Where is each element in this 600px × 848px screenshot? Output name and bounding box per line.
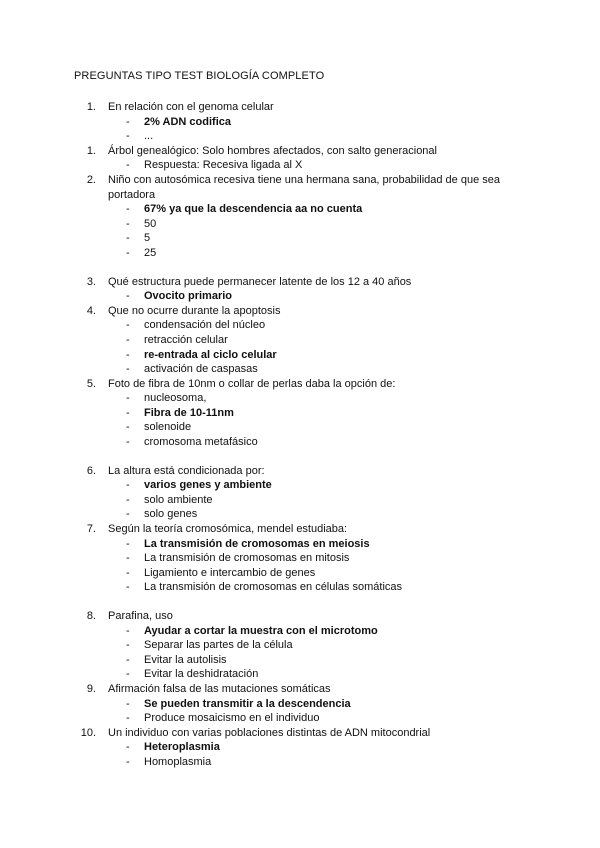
question-item bbox=[0, 682, 600, 726]
question-number: 3. bbox=[86, 275, 96, 288]
bullet-dash: - bbox=[126, 246, 130, 259]
bullet-dash: - bbox=[126, 668, 130, 681]
answer-option bbox=[0, 129, 600, 144]
question-text: Árbol genealógico: Solo hombres afectados, con salto generacional bbox=[108, 144, 437, 157]
question-text: Según la teoría cromosómica, mendel estudiaba: bbox=[108, 523, 348, 536]
bullet-dash: - bbox=[126, 115, 130, 128]
answer-option bbox=[0, 493, 600, 508]
question-item bbox=[0, 100, 600, 144]
answer-option bbox=[0, 246, 600, 261]
bullet-dash: - bbox=[126, 493, 130, 506]
answer-option bbox=[0, 435, 600, 450]
answer-option bbox=[0, 231, 600, 246]
question-row bbox=[0, 275, 600, 290]
bullet-dash: - bbox=[126, 508, 130, 521]
question-text: Parafina, uso bbox=[108, 610, 173, 622]
answer-option bbox=[0, 711, 600, 726]
answer-option-text: cromosoma metafásico bbox=[144, 436, 258, 449]
bullet-dash: - bbox=[126, 319, 130, 332]
question-item bbox=[0, 726, 600, 770]
answer-option-text: Evitar la autolisis bbox=[144, 653, 227, 666]
bullet-dash: - bbox=[126, 697, 130, 710]
answer-option bbox=[0, 638, 600, 653]
bullet-dash: - bbox=[126, 232, 130, 245]
question-row bbox=[0, 522, 600, 537]
answer-option-text: solo ambiente bbox=[144, 493, 213, 506]
answer-option bbox=[0, 333, 600, 348]
answer-option bbox=[0, 653, 600, 668]
question-number: 5. bbox=[86, 377, 96, 390]
bullet-dash: - bbox=[126, 436, 130, 449]
answer-options bbox=[0, 697, 600, 726]
bullet-dash: - bbox=[126, 479, 130, 492]
bullet-dash: - bbox=[126, 653, 130, 666]
answer-options bbox=[0, 158, 600, 173]
answer-option-text: Fibra de 10-11nm bbox=[144, 406, 234, 419]
answer-option-text: 5 bbox=[144, 232, 151, 245]
question-number: 6. bbox=[86, 464, 96, 477]
answer-option-text: ... bbox=[144, 130, 154, 143]
question-row bbox=[0, 682, 600, 697]
answer-option-text: Evitar la deshidratación bbox=[144, 668, 259, 681]
bullet-dash: - bbox=[126, 624, 130, 637]
question-number: 9. bbox=[86, 682, 96, 695]
answer-option-correct bbox=[0, 740, 600, 755]
answer-option-text: Ayudar a cortar la muestra con el microtomo bbox=[144, 624, 378, 637]
answer-option-correct bbox=[0, 348, 600, 363]
answer-option bbox=[0, 755, 600, 770]
answer-option bbox=[0, 318, 600, 333]
answer-option-text: varios genes y ambiente bbox=[144, 479, 272, 492]
question-text: Afirmación falsa de las mutaciones somáticas bbox=[108, 682, 331, 695]
question-row bbox=[0, 609, 600, 624]
bullet-dash: - bbox=[126, 741, 130, 754]
answer-option-text: La transmisión de cromosomas en mitosis bbox=[144, 552, 350, 565]
answer-option bbox=[0, 158, 600, 173]
bullet-dash: - bbox=[126, 290, 130, 303]
answer-option-text: La transmisión de cromosomas en células somáticas bbox=[144, 581, 403, 594]
question-row bbox=[0, 100, 600, 115]
answer-option-correct bbox=[0, 697, 600, 712]
question-text: Niño con autosómica recesiva tiene una hermana sana, probabilidad de que sea portadora bbox=[108, 173, 500, 201]
answer-option-text: Respuesta: Recesiva ligada al X bbox=[144, 159, 303, 172]
answer-option-text: Homoplasmia bbox=[144, 755, 212, 768]
answer-option-text: Ligamiento e intercambio de genes bbox=[144, 566, 316, 579]
answer-option bbox=[0, 217, 600, 232]
question-number: 2. bbox=[86, 173, 96, 186]
bullet-dash: - bbox=[126, 566, 130, 579]
question-row bbox=[0, 726, 600, 741]
answer-option-correct bbox=[0, 202, 600, 217]
answer-option-correct bbox=[0, 289, 600, 304]
question-item bbox=[0, 173, 600, 261]
answer-option bbox=[0, 551, 600, 566]
bullet-dash: - bbox=[126, 537, 130, 550]
bullet-dash: - bbox=[126, 552, 130, 565]
question-number: 8. bbox=[86, 610, 96, 622]
question-item bbox=[0, 522, 600, 595]
answer-option-text: 50 bbox=[144, 217, 157, 230]
question-item bbox=[0, 377, 600, 450]
answer-option bbox=[0, 420, 600, 435]
question-number: 7. bbox=[86, 523, 96, 536]
answer-option-text: Separar las partes de la célula bbox=[144, 639, 293, 652]
question-row bbox=[0, 464, 600, 479]
bullet-dash: - bbox=[126, 130, 130, 143]
bullet-dash: - bbox=[126, 363, 130, 376]
bullet-dash: - bbox=[126, 392, 130, 405]
answer-options bbox=[0, 202, 600, 260]
bullet-dash: - bbox=[126, 581, 130, 594]
question-text: Foto de fibra de 10nm o collar de perlas daba la opción de: bbox=[108, 377, 396, 390]
answer-option-text: retracción celular bbox=[144, 333, 228, 346]
question-text: En relación con el genoma celular bbox=[108, 101, 274, 113]
question-item bbox=[0, 275, 600, 304]
question-text: Un individuo con varias poblaciones distintas de ADN mitocondrial bbox=[108, 726, 431, 739]
answer-options bbox=[0, 391, 600, 449]
answer-option-text: 67% ya que la descendencia aa no cuenta bbox=[144, 203, 363, 216]
question-row bbox=[0, 173, 600, 202]
answer-options bbox=[0, 537, 600, 595]
question-text: La altura está condicionada por: bbox=[108, 464, 265, 477]
answer-option-correct bbox=[0, 115, 600, 130]
answer-option-text: Heteroplasmia bbox=[144, 741, 220, 754]
bullet-dash: - bbox=[126, 333, 130, 346]
answer-option-text: 2% ADN codifica bbox=[144, 115, 232, 128]
answer-option-text: Ovocito primario bbox=[144, 290, 233, 303]
question-number: 10. bbox=[80, 726, 96, 739]
question-item bbox=[0, 304, 600, 377]
bullet-dash: - bbox=[126, 755, 130, 768]
bullet-dash: - bbox=[126, 406, 130, 419]
answer-option bbox=[0, 667, 600, 682]
answer-option-text: condensación del núcleo bbox=[144, 319, 266, 332]
question-row bbox=[0, 144, 600, 159]
answer-option-text: solenoide bbox=[144, 421, 192, 434]
answer-option bbox=[0, 507, 600, 522]
question-number: 1. bbox=[86, 144, 96, 157]
bullet-dash: - bbox=[126, 348, 130, 361]
question-text: Que no ocurre durante la apoptosis bbox=[108, 304, 281, 317]
answer-option-correct bbox=[0, 406, 600, 421]
question-item bbox=[0, 464, 600, 522]
bullet-dash: - bbox=[126, 639, 130, 652]
bullet-dash: - bbox=[126, 203, 130, 216]
answer-option-correct bbox=[0, 624, 600, 639]
answer-option-text: 25 bbox=[144, 246, 157, 259]
document-title: PREGUNTAS TIPO TEST BIOLOGÍA COMPLETO bbox=[74, 70, 325, 82]
question-item bbox=[0, 609, 600, 682]
answer-option bbox=[0, 362, 600, 377]
answer-option-text: nucleosoma, bbox=[144, 392, 207, 405]
answer-option bbox=[0, 391, 600, 406]
answer-option-text: solo genes bbox=[144, 508, 198, 521]
answer-options bbox=[0, 624, 600, 682]
answer-option-text: activación de caspasas bbox=[144, 363, 258, 376]
question-row bbox=[0, 377, 600, 392]
answer-option bbox=[0, 566, 600, 581]
question-number: 4. bbox=[86, 304, 96, 317]
question-item bbox=[0, 144, 600, 173]
answer-option-text: re-entrada al ciclo celular bbox=[144, 348, 277, 361]
answer-option-correct bbox=[0, 537, 600, 552]
answer-options bbox=[0, 478, 600, 522]
answer-option bbox=[0, 580, 600, 595]
answer-option-correct bbox=[0, 478, 600, 493]
answer-option-text: Produce mosaicismo en el individuo bbox=[144, 712, 320, 725]
answer-option-text: Se pueden transmitir a la descendencia bbox=[144, 697, 351, 710]
bullet-dash: - bbox=[126, 712, 130, 725]
answer-options bbox=[0, 318, 600, 376]
answer-options bbox=[0, 289, 600, 304]
bullet-dash: - bbox=[126, 217, 130, 230]
answer-option-text: La transmisión de cromosomas en meiosis bbox=[144, 537, 370, 550]
question-list bbox=[0, 100, 600, 770]
bullet-dash: - bbox=[126, 421, 130, 434]
answer-options bbox=[0, 740, 600, 769]
question-text: Qué estructura puede permanecer latente de los 12 a 40 años bbox=[108, 275, 412, 288]
answer-options bbox=[0, 115, 600, 144]
question-row bbox=[0, 304, 600, 319]
bullet-dash: - bbox=[126, 159, 130, 172]
question-number: 1. bbox=[86, 101, 96, 113]
